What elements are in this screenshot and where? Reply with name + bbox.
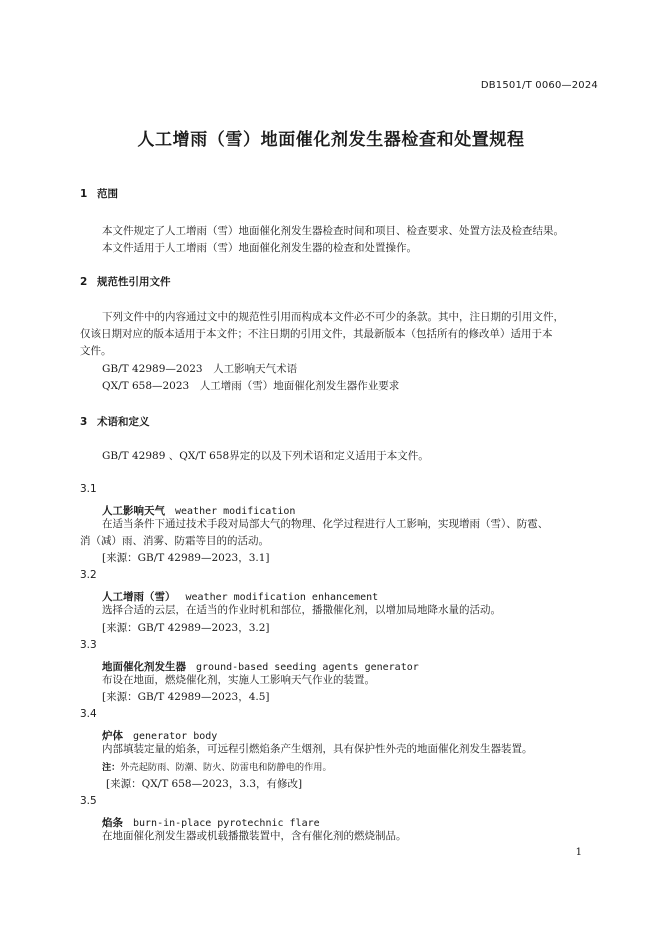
- term-3-1-definition-line-1: 在适当条件下通过技术手段对局部大气的物理、化学过程进行人工影响，实现增雨（雪）、防雹、: [102, 518, 549, 530]
- section-1-paragraph-2: 本文件适用于人工增雨（雪）地面催化剂发生器的检查和处置操作。: [102, 242, 417, 254]
- normative-reference-2: QX/T 658—2023 人工增雨（雪）地面催化剂发生器作业要求: [102, 380, 400, 392]
- term-3-2-source: [来源：GB/T 42989—2023，3.2]: [102, 622, 270, 634]
- term-3-4-number: 3.4: [80, 708, 97, 720]
- term-3-5-english: burn-in-place pyrotechnic flare: [133, 818, 320, 829]
- section-2-paragraph-line-3: 文件。: [80, 345, 112, 357]
- section-1-number: 1: [80, 188, 88, 200]
- term-3-1-source: [来源：GB/T 42989—2023，3.1]: [102, 552, 270, 564]
- term-3-4-source: [来源：QX/T 658—2023，3.3，有修改]: [106, 778, 303, 790]
- term-3-5-chinese: 焰条: [102, 817, 123, 829]
- note-text: 外壳起防雨、防潮、防火、防雷电和防静电的作用。: [120, 762, 332, 773]
- section-2-number: 2: [80, 276, 88, 288]
- term-3-4-note: [102, 759, 332, 773]
- term-3-3-source: [来源：GB/T 42989—2023，4.5]: [102, 691, 270, 703]
- term-3-2-number: 3.2: [80, 569, 97, 581]
- section-1-paragraph-1: 本文件规定了人工增雨（雪）地面催化剂发生器检查时间和项目、检查要求、处置方法及检查结果。: [102, 225, 564, 237]
- term-3-2-chinese: 人工增雨（雪）: [102, 591, 176, 603]
- term-3-1-english: weather modification: [175, 506, 296, 517]
- section-3-title: 术语和定义: [97, 416, 150, 428]
- section-2-title: 规范性引用文件: [97, 276, 171, 288]
- term-3-3-definition: 布设在地面，燃烧催化剂，实施人工影响天气作业的装置。: [102, 674, 375, 686]
- term-3-3-chinese: 地面催化剂发生器: [102, 661, 186, 673]
- term-3-5-number: 3.5: [80, 795, 97, 807]
- term-3-4-chinese: 炉体: [102, 730, 123, 742]
- normative-reference-1: GB/T 42989—2023 人工影响天气术语: [102, 363, 298, 375]
- section-3-paragraph: GB/T 42989 、QX/T 658界定的以及下列术语和定义适用于本文件。: [102, 450, 429, 462]
- standard-code: DB1501/T 0060—2024: [480, 80, 598, 91]
- section-2-paragraph-line-1: 下列文件中的内容通过文中的规范性引用而构成本文件必不可少的条款。其中，注日期的引用文件，: [102, 311, 564, 323]
- term-3-1-definition-line-2: 消（减）雨、消雾、防霜等目的的活动。: [80, 535, 269, 547]
- note-label: 注：: [102, 762, 121, 773]
- section-1-title: 范围: [97, 188, 118, 200]
- term-3-4-english: generator body: [133, 731, 218, 742]
- term-3-5-definition: 在地面催化剂发生器或机载播撒装置中，含有催化剂的燃烧制品。: [102, 830, 407, 842]
- section-1-heading: [80, 186, 118, 201]
- section-2-heading: [80, 274, 171, 289]
- document-title: 人工增雨（雪）地面催化剂发生器检查和处置规程: [137, 130, 525, 150]
- term-3-2-english: weather modification enhancement: [185, 592, 379, 603]
- section-3-heading: [80, 414, 150, 429]
- term-3-2-definition: 选择合适的云层，在适当的作业时机和部位，播撒催化剂，以增加局地降水量的活动。: [102, 604, 501, 616]
- term-3-1-number: 3.1: [80, 483, 97, 495]
- page-number: 1: [575, 847, 582, 858]
- term-3-1-chinese: 人工影响天气: [102, 505, 165, 517]
- term-3-3-english: ground-based seeding agents generator: [196, 662, 419, 673]
- term-3-4-definition: 内部填装定量的焰条，可远程引燃焰条产生烟剂，具有保护性外壳的地面催化剂发生器装置。: [102, 743, 533, 755]
- term-3-3-number: 3.3: [80, 639, 97, 651]
- section-2-paragraph-line-2: 仅该日期对应的版本适用于本文件；不注日期的引用文件，其最新版本（包括所有的修改单）适用于本: [80, 328, 553, 340]
- section-3-number: 3: [80, 416, 88, 428]
